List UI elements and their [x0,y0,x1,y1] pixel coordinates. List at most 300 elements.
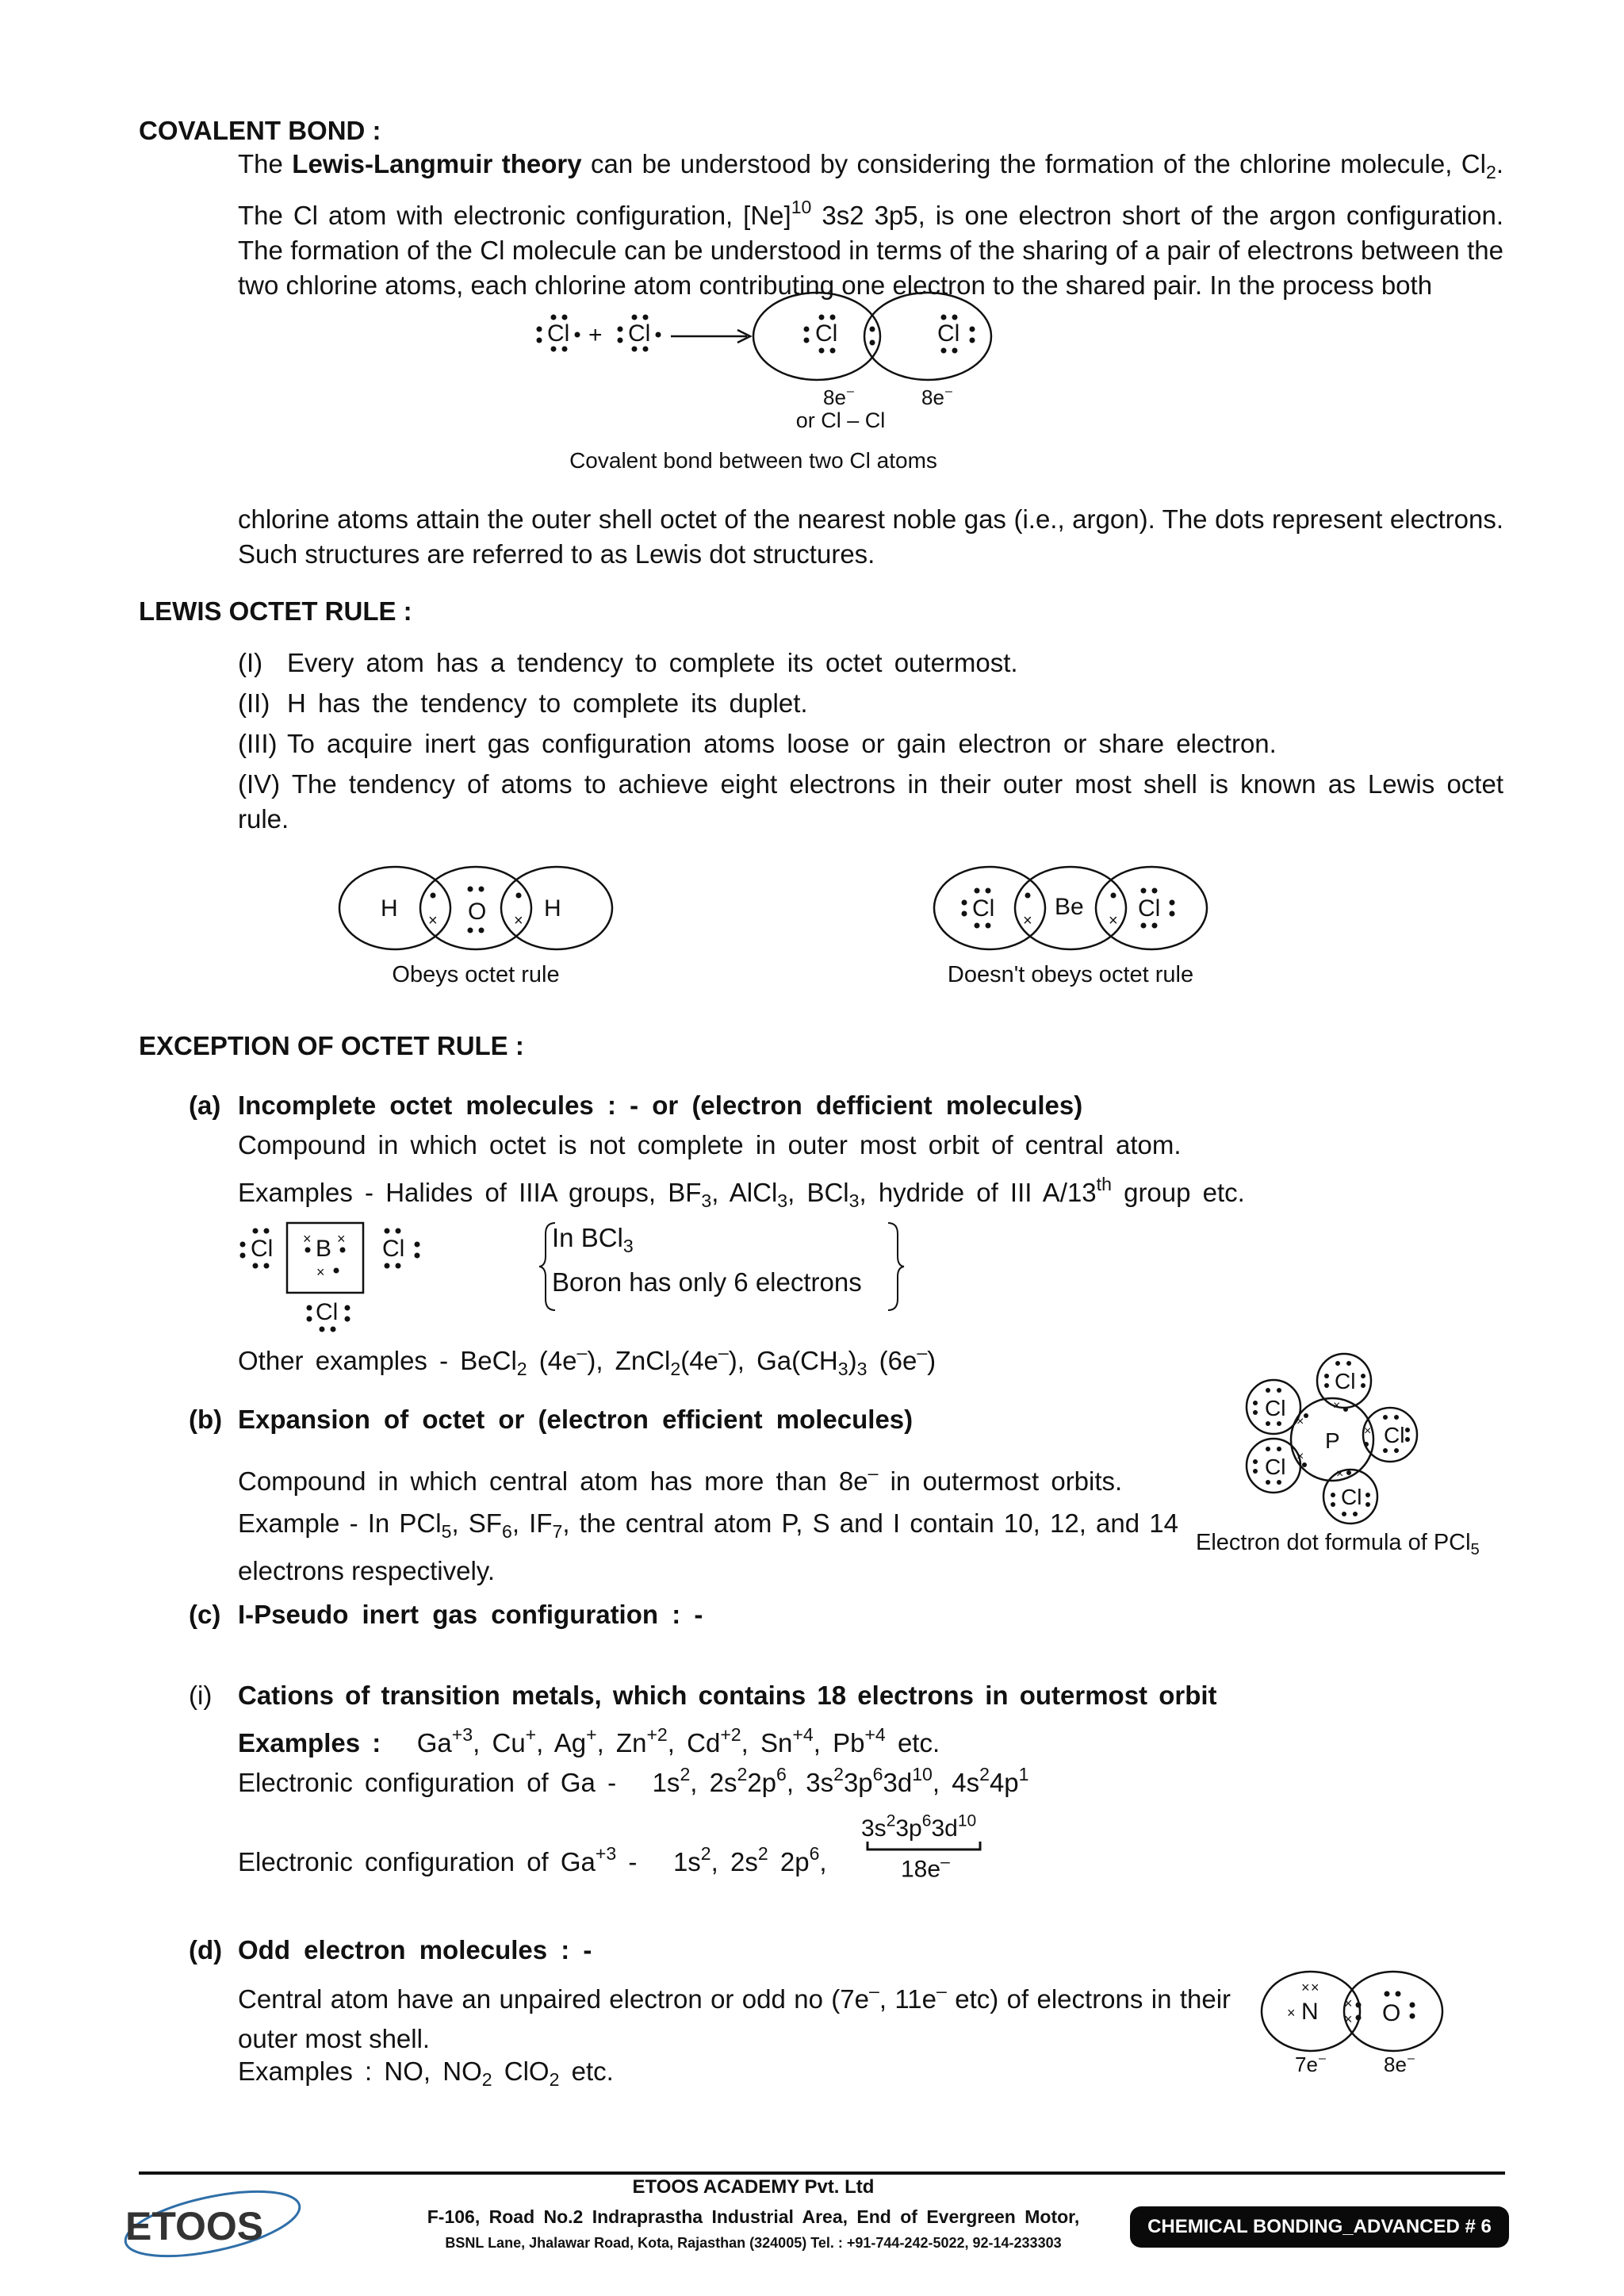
config-term: , 2s [710,1846,758,1876]
bold-term: Lewis-Langmuir theory [292,149,582,178]
superscript: 6 [809,1843,820,1864]
config-label: Electronic configuration of Ga - [238,1767,617,1797]
superscript: 2 [737,1764,748,1784]
label-b: (b) [189,1405,223,1434]
odd-electron-examples [238,2051,614,2100]
electron-dot [305,1248,311,1253]
config-term: Ga [416,1727,452,1757]
electron-dot [1304,1413,1308,1418]
superscript: 10 [957,1811,977,1830]
text-run: ), Ga(CH [728,1345,838,1375]
shared-electron-dot [870,327,875,332]
text-run: (4e [527,1345,577,1375]
superscript: 10 [912,1764,933,1784]
superscript: 2 [886,1811,896,1830]
electron-cross: × [514,912,523,930]
electron-dot [1266,1388,1270,1393]
cl-orbit-right [864,293,991,380]
cl-atom-right: Cl [1138,895,1161,922]
cl-atom-right: Cl [382,1236,405,1262]
text-run: , AlCl [711,1177,778,1207]
electron-cross: × [1333,1399,1341,1412]
footer-rule [139,2171,1505,2175]
text-run: , BCl [787,1177,849,1207]
right-brace [888,1223,904,1310]
electron-dot [1277,1421,1281,1426]
electron-dot [1383,1415,1388,1420]
footer-company-name: ETOOS ACADEMY Pvt. Ltd [632,2176,875,2198]
electron-cross: × [1023,912,1032,930]
config-term: 3d [931,1815,958,1842]
text-run: 18e [901,1856,941,1883]
electron-cross: × [1344,1995,1353,2011]
electron-dot [830,348,836,354]
cl-atom: Cl [1265,1396,1286,1420]
o-electron-count: 8e [1384,2053,1407,2076]
config-term: 1s [672,1846,701,1876]
h2o-lewis-diagram [333,861,619,956]
underbrace [866,1842,982,1853]
text-run: In BCl [552,1223,623,1252]
etoos-logo [117,2183,324,2262]
heading-odd-electron-molecules: Odd electron molecules : - [238,1935,592,1964]
subscript: 3 [848,1190,860,1211]
electron-dot [562,347,568,352]
stacked-config-bottom [901,1853,950,1884]
text-run: Central atom have an unpaired electron or odd no (7e [238,1984,869,2014]
subscript: 5 [441,1520,452,1542]
superscript: 6 [872,1764,883,1784]
ga3-configuration [238,1834,827,1882]
electron-dot [632,315,638,320]
electron-dot [415,1253,420,1259]
electron-dot [479,887,485,892]
electron-cross: × [1287,2005,1296,2021]
cl-atom: Cl [1265,1455,1286,1479]
electron-dot [264,1228,270,1234]
electron-dot [804,327,810,332]
electron-dot [1365,1493,1370,1497]
subscript: 3 [701,1190,712,1211]
cl-atom-right: Cl [628,320,651,347]
config-term: , 2s [690,1767,737,1797]
item-number: (I) [238,648,263,677]
electron-dot [1342,1512,1346,1516]
cl-atom-bonded-left: Cl [815,320,838,347]
text-run: 3s2 3p5, is one electron short of the argon configuration. The formation of the Cl molecule can be understood in terms of the sharing of a pair of electrons between the two chlorine atoms, each chlorine atom contributing one electron to the shared pair. In the process both [238,200,1503,300]
electron-dot [656,332,661,338]
superscript: 2 [680,1764,691,1784]
shared-electron-dot [870,340,875,346]
subscript: 2 [481,2068,492,2090]
electron-dot [986,888,991,894]
subscript: 3 [622,1235,634,1256]
electron-dot [1025,893,1031,899]
subscript: 2 [1485,161,1496,182]
covalent-paragraph-2: chlorine atoms attain the outer shell octet of the nearest noble gas (i.e., argon). The dots represent electrons. Such structures are referred to as Lewis dot structures. [238,504,1503,569]
ga-configuration [238,1754,1029,1803]
superscript: + [525,1724,537,1745]
item-number: (III) [238,729,278,758]
label-i: (i) [189,1681,213,1710]
config-term: Cu [492,1727,526,1757]
electron-dot [575,332,580,338]
electron-dot [307,1305,312,1311]
text-run: etc. [885,1727,940,1757]
cl2-lewis-diagram [523,286,1031,412]
text-run: can be understood by considering the formation of the chlorine molecule, Cl [581,149,1486,178]
electron-dot [264,1263,270,1269]
text-run: ) [927,1345,936,1375]
text-run: etc) of electrons in their outer most shell. [238,1984,1231,2053]
electron-cross: × [428,912,438,930]
text-run: , 11e [879,1984,936,2014]
electron-cross: × [1311,1980,1320,1995]
section-heading-exception-octet-rule: EXCEPTION OF OCTET RULE : [139,1031,524,1060]
text-run: Compound in which central atom has more than 8e [238,1466,868,1496]
electron-dot [1396,1991,1401,1997]
electron-cross: × [1344,2011,1353,2027]
octet-rule-list [238,642,1503,837]
electron-dot [385,1228,390,1234]
electron-dot [240,1253,246,1259]
electron-dot [1383,1448,1388,1453]
config-term: Pb [833,1727,865,1757]
electron-dot [970,338,975,343]
electron-dot [1324,1383,1329,1388]
electron-dot [253,1228,259,1234]
subscript: 3 [856,1358,868,1379]
electron-dot [551,315,557,320]
superscript: 6 [776,1764,787,1784]
config-value [672,1843,820,1876]
electron-dot [1361,1383,1365,1388]
electron-dot [345,1317,350,1322]
electron-dot [1385,1991,1390,1997]
item-text: Every atom has a tendency to complete its octet outermost. [287,648,1018,677]
electron-dot [1356,2015,1362,2021]
electron-dot [1346,1470,1351,1475]
superscript: 2 [833,1764,844,1784]
electron-dot [643,315,649,320]
no-lewis-diagram [1257,1965,1451,2076]
section-heading-covalent-bond: COVALENT BOND : [139,116,381,145]
bracket-line [868,1842,980,1849]
subscript: 2 [516,1358,527,1379]
minus-sign: – [1319,2052,1326,2065]
electron-dot [1353,1512,1358,1516]
text-run: Examples - Halides of IIIA groups, BF [238,1177,702,1207]
electron-dot [431,893,436,899]
covalent-paragraph-1 [238,147,1503,303]
superscript: – [869,1980,879,2001]
cl-atom-bonded-right: Cl [937,320,960,347]
footer-address-line-1: F-106, Road No.2 Indraprastha Industrial Area, End of Evergreen Motor, [427,2206,1080,2227]
cl-atom: Cl [1341,1485,1362,1509]
electron-dot [1394,1448,1399,1453]
item-text: H has the tendency to complete its duplet. [287,688,808,718]
cl-atom-left: Cl [251,1236,274,1262]
caption-pcl5 [1196,1530,1480,1559]
chapter-badge: CHEMICAL BONDING_ADVANCED # 6 [1130,2206,1509,2248]
section-heading-lewis-octet-rule: LEWIS OCTET RULE : [139,596,412,626]
electron-dot [618,338,623,343]
electron-dot [1266,1480,1270,1485]
footer-address-line-2: BSNL Lane, Jhalawar Road, Kota, Rajasthan (324005) Tel. : +91-744-242-5022, 92-14-233303 [445,2235,1062,2251]
h-atom-right: H [544,895,561,922]
electron-dot [1152,923,1158,929]
electron-dot [1302,1462,1307,1467]
config-term: 3d [883,1767,913,1797]
list-item [238,767,1503,837]
electron-dot [643,347,649,352]
cl-atom-bottom: Cl [316,1299,339,1325]
electron-dot [396,1228,401,1234]
incomplete-octet-examples [238,1164,1245,1221]
electron-dot [1405,1437,1410,1442]
minus-sign: – [945,385,952,398]
electron-dot [1141,923,1147,929]
minus-sign: – [847,385,854,398]
electron-dot [479,928,485,933]
electron-dot [1253,1459,1258,1464]
note-boron-six-electrons: Boron has only 6 electrons [552,1267,862,1297]
config-value [652,1764,1029,1797]
subscript: 2 [670,1358,681,1379]
electron-dot [1266,1447,1270,1451]
electron-dot [1394,1415,1399,1420]
electron-dot [1364,1442,1369,1447]
electron-dot [1277,1388,1281,1393]
electron-dot [1356,2003,1362,2008]
text-run: (6e [867,1345,917,1375]
label-a: (a) [189,1091,221,1120]
subscript: 7 [552,1520,563,1542]
electron-dot [385,1263,390,1269]
or-cl-cl-label: or Cl – Cl [795,408,886,432]
electron-cross: × [316,1264,325,1280]
subscript: 6 [501,1520,512,1542]
heading-incomplete-octet: Incomplete octet molecules : - or (electron defficient molecules) [238,1091,1083,1120]
text-run: - [616,1846,638,1876]
electron-dot [1331,1502,1335,1507]
text-run: in outermost orbits. [878,1466,1123,1496]
cl-atom: Cl [1384,1423,1405,1447]
electron-cross: × [337,1231,346,1247]
electron-dot [1141,888,1147,894]
superscript: 6 [921,1811,932,1830]
superscript: 2 [700,1843,711,1864]
superscript: – [936,1980,947,2001]
electron-dot [1170,911,1175,917]
electron-dot [618,327,623,332]
electron-dot [468,928,473,933]
superscript: th [1096,1174,1112,1194]
electron-count-right: 8e [921,385,944,409]
electron-dot [1277,1480,1281,1485]
pcl5-electron-dot-diagram [1233,1352,1431,1527]
config-term: Zn [615,1727,647,1757]
superscript: +3 [451,1724,473,1745]
superscript: – [940,1853,950,1871]
text-run: , [819,1846,827,1876]
electron-dot [1324,1374,1329,1378]
config-term: 4p [989,1767,1019,1797]
electron-dot [331,1327,336,1332]
electron-dot [1335,1361,1340,1366]
heading-expansion-of-octet: Expansion of octet or (electron efficient molecules) [238,1405,914,1434]
electron-dot [551,347,557,352]
superscript: 2 [757,1843,768,1864]
superscript: – [576,1342,588,1363]
text-run: ) [848,1345,857,1375]
text-run: Other examples - BeCl [238,1345,517,1375]
text-run: Example - In PCl [238,1508,442,1538]
caption-doesnt-obey-octet-rule: Doesn't obeys octet rule [947,962,1194,987]
list-item [238,723,1503,764]
electron-dot [632,347,638,352]
electron-dot [1405,1428,1410,1432]
subscript: 3 [837,1358,848,1379]
electron-dot [1343,1407,1348,1412]
minus-sign: – [1408,2052,1415,2065]
n-atom: N [1301,1999,1319,2025]
electron-cross: × [1297,1450,1304,1463]
superscript: +4 [864,1724,886,1745]
superscript: 1 [1018,1764,1029,1784]
n-electron-count: 7e [1295,2053,1318,2076]
electron-cross: × [1336,1467,1344,1481]
electron-dot [334,1268,339,1274]
h-atom-left: H [381,895,398,922]
electron-dot [1331,1493,1335,1497]
expansion-example [238,1504,1178,1591]
config-term: , 4s [932,1767,980,1797]
label-d: (d) [189,1935,223,1964]
config-term: Ag [553,1727,587,1757]
electron-cross: × [1364,1424,1372,1438]
list-item [238,642,1503,683]
electron-dot [970,327,975,332]
electron-cross: × [303,1231,312,1247]
superscript: – [868,1462,879,1483]
text-run: Examples : NO, NO [238,2056,482,2086]
config-term: 3s [861,1815,887,1842]
text-run: , the central atom P, S and I contain 10, 12, and 14 electrons respectively. [238,1508,1178,1585]
electron-count-left: 8e [823,385,846,409]
electron-dot [962,900,967,906]
text-run: . The Cl atom with electronic configuration, [Ne] [238,149,1503,230]
diagram-caption-cl2: Covalent bond between two Cl atoms [569,448,937,473]
superscript: + [586,1724,597,1745]
o-atom: O [1382,2000,1401,2026]
text-run: group etc. [1111,1177,1245,1207]
electron-dot [1410,2014,1415,2019]
electron-dot [1111,893,1116,899]
config-term: 3p [895,1815,922,1842]
odd-electron-description [238,1971,1231,2059]
electron-cross: × [1301,1980,1310,1995]
electron-dot [1253,1469,1258,1474]
text-run: etc. [559,2056,614,2086]
heading-pseudo-inert-gas: I-Pseudo inert gas configuration : - [238,1600,703,1629]
config-term: 3p [843,1767,873,1797]
electron-dot [1361,1374,1365,1378]
bcl3-lewis-diagram [236,1215,427,1334]
electron-dot [941,315,947,320]
b-atom: B [316,1236,332,1262]
becl2-lewis-diagram [928,861,1213,956]
electron-cross: × [1109,912,1118,930]
electron-dot [1277,1447,1281,1451]
ion-list: $Ga^{+3}$, Cu+, Ag+, $Zn^{+2}$, $Cd^{+2}$, $Sn^{+4}$, $Pb^{+4}$ [416,1724,886,1757]
superscript: 2 [979,1764,990,1784]
item-text: The tendency of atoms to achieve eight electrons in their outer most shell is known as Lewis octet rule. [238,769,1503,834]
electron-dot [962,911,967,917]
electron-dot [562,315,568,320]
cl-atom-left: Cl [547,320,570,347]
electron-dot [804,338,810,343]
electron-dot [415,1242,420,1248]
heading-transition-metal-cations: Cations of transition metals, which contains 18 electrons in outermost orbit [238,1681,1217,1710]
text-run: (4e [680,1345,718,1375]
electron-dot [819,348,825,354]
incomplete-octet-description: Compound in which octet is not complete in outer most orbit of central atom. [238,1130,1182,1159]
plus-sign: + [588,322,603,348]
superscript: – [718,1342,729,1363]
electron-dot [1365,1502,1370,1507]
electron-dot [975,923,980,929]
subscript: 3 [777,1190,788,1211]
item-text: To acquire inert gas configuration atoms loose or gain electron or share electron. [287,729,1277,758]
electron-dot [952,315,958,320]
superscript: – [917,1342,928,1363]
subscript: 5 [1470,1541,1480,1559]
electron-dot [340,1248,346,1253]
electron-dot [396,1263,401,1269]
electron-dot [345,1305,350,1311]
caption-obeys-octet-rule: Obeys octet rule [392,962,560,987]
list-item [238,683,1503,723]
text-run: Electron dot formula of PCl [1196,1530,1471,1555]
config-term: Cd [687,1727,721,1757]
stacked-config [861,1811,977,1842]
other-examples [238,1332,936,1389]
electron-dot [240,1242,246,1248]
electron-dot [819,315,825,320]
be-atom: Be [1055,894,1084,920]
electron-dot [1152,888,1158,894]
electron-dot [537,327,542,332]
electron-dot [516,893,522,899]
electron-dot [1253,1410,1258,1415]
config-label: Electronic configuration of Ga [238,1846,596,1876]
config-term: , 3s [786,1767,834,1797]
superscript: +3 [595,1843,617,1864]
text-run: The [238,149,293,178]
electron-dot [253,1263,259,1269]
stacked-config-top [861,1811,976,1842]
config-term: 1s [652,1767,680,1797]
config-term: 2p [747,1767,777,1797]
item-number: (IV) [238,769,281,799]
cl-atom: Cl [1335,1369,1356,1393]
electron-dot [1266,1421,1270,1426]
item-number: (II) [238,688,270,718]
text-run: ClO [492,2056,550,2086]
logo-text: ETOOS [125,2204,264,2248]
electron-dot [830,315,836,320]
